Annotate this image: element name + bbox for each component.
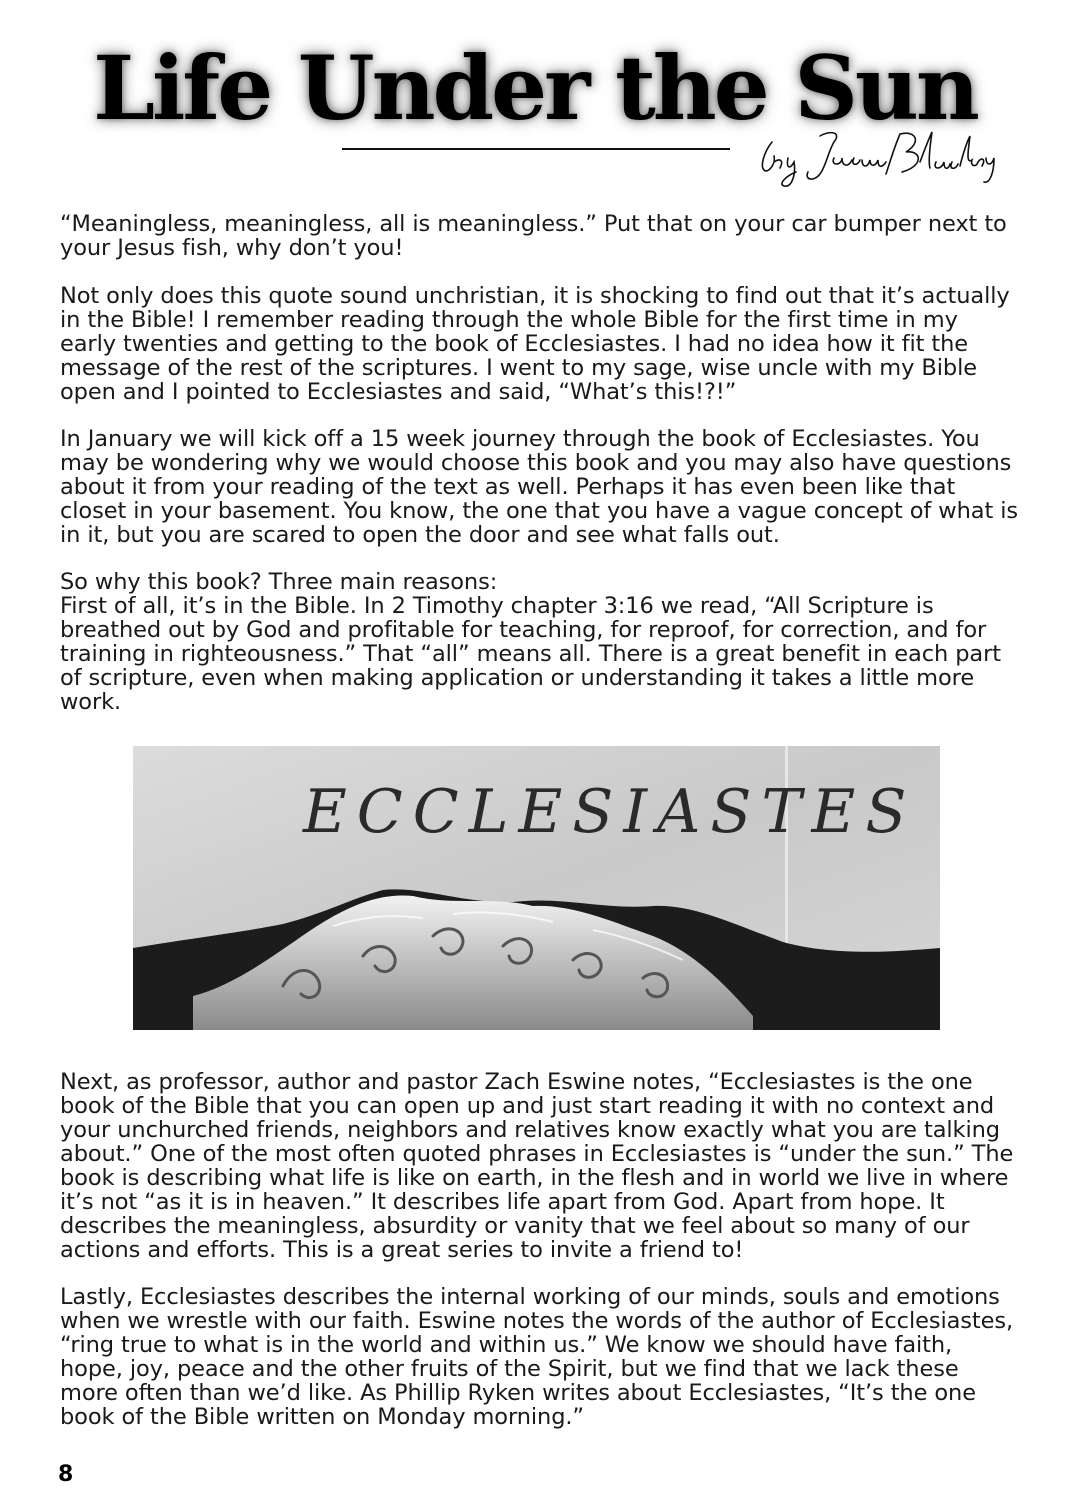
paragraph-1: “Meaningless, meaningless, all is meaningless.” Put that on your car bumper next to your Jesus fish, why don’t you! <box>60 211 1007 261</box>
title-underline <box>342 148 730 150</box>
paragraph-4: First of all, it’s in the Bible. In 2 Timothy chapter 3:16 we read, “All Scripture is breathed out by God and profitable for teaching, for reproof, for correction, and for training in righteousness.” That “all” means all. There is a great benefit in each part of scripture, even when making application or understanding it takes a little more work. <box>60 593 1001 715</box>
svg-text:by Jason Blackley: by Jason Blackley <box>750 192 759 193</box>
article-title: Life Under the Sun <box>93 36 977 140</box>
paragraph-5: Next, as professor, author and pastor Zach Eswine notes, “Ecclesiastes is the one book of the Bible that you can open up and just start reading it with no context and your unchurched friends, neighbors and relatives know exactly what you are talking about.” One of the most often quoted phrases in Ecclesiastes is “under the sun.” The book is describing what life is like on earth, in the flesh and in world we live in where it’s not “as it is in heaven.” It describes life apart from God. Apart from hope. It describes the meaningless, absurdity or vanity that we feel about so many of our actions and efforts. This is a great series to invite a friend to! <box>60 1069 1014 1263</box>
paragraph-6: Lastly, Ecclesiastes describes the internal working of our minds, souls and emotions when we wrestle with our faith. Eswine notes the words of the author of Ecclesiastes, “ring true to what is in the world and within us.” We know we should have faith, hope, joy, peace and the other fruits of the Spirit, but we find that we lack these more often than we’d like. As Phillip Ryken writes about Ecclesiastes, “It’s the one book of the Bible written on Monday morning.” <box>60 1284 1014 1430</box>
ecclesiastes-banner-image <box>133 746 940 1030</box>
banner-label: ECCLESIASTES <box>303 777 917 847</box>
section-subheading: So why this book? Three main reasons: <box>60 569 498 595</box>
paragraph-2: Not only does this quote sound unchristian, it is shocking to find out that it’s actually in the Bible! I remember reading through the whole Bible for the first time in my early twenties and getting to the book of Ecclesiastes. I had no idea how it fit the message of the rest of the scriptures. I went to my sage, wise uncle with my Bible open and I pointed to Ecclesiastes and said, “What’s this!?!” <box>60 283 1010 405</box>
byline-signature <box>750 122 1000 194</box>
paragraph-3: In January we will kick off a 15 week journey through the book of Ecclesiastes. You may be wondering why we would choose this book and you may also have questions about it from your reading of the text as well. Perhaps it has even been like that closet in your basement. You know, the one that you have a vague concept of what is in it, but you are scared to open the door and see what falls out. <box>60 426 1018 548</box>
page-number: 8 <box>58 1462 74 1487</box>
